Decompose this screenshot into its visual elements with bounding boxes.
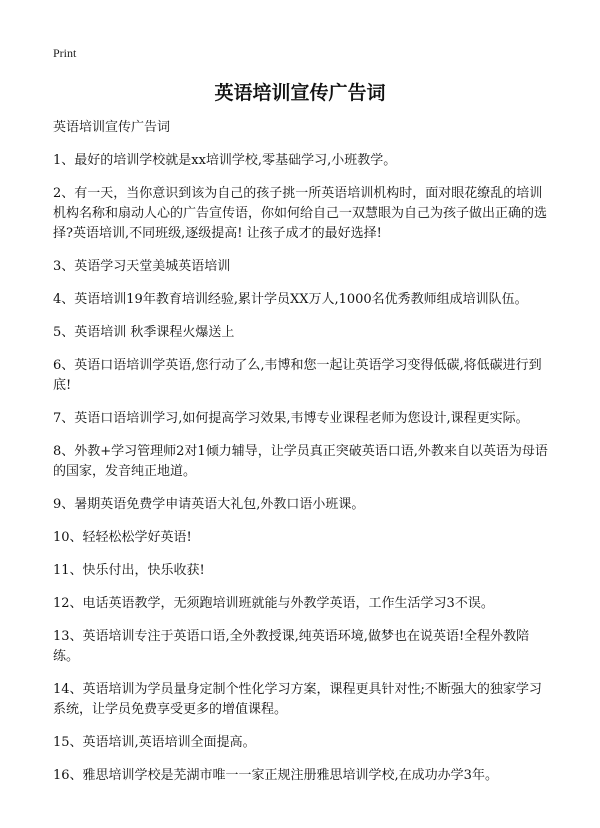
document-body (53, 118, 553, 799)
list-item: 1、最好的培训学校就是xx培训学校,零基础学习,小班教学。 (53, 153, 397, 168)
list-item: 10、轻轻松松学好英语! (53, 530, 192, 545)
list-item: 7、英语口语培训学习,如何提高学习效果,韦博专业课程老师为您设计,课程更实际。 (53, 411, 529, 426)
list-item: 15、英语培训,英语培训全面提高。 (53, 735, 256, 750)
list-item: 8、外教+学习管理师2对1倾力辅导，让学员真正突破英语口语,外教来自以英语为母语的国家，发音纯正地道。 (53, 444, 548, 479)
section-subtitle: 英语培训宣传广告词 (53, 120, 171, 135)
page-title: 英语培训宣传广告词 (214, 82, 386, 104)
list-item: 3、英语学习天堂美城英语培训 (53, 259, 231, 274)
list-item: 16、雅思培训学校是芜湖市唯一一家正规注册雅思培训学校,在成功办学3年。 (53, 768, 498, 783)
list-item: 13、英语培训专注于英语口语,全外教授课,纯英语环境,做梦也在说英语!全程外教陪练。 (53, 629, 530, 664)
list-item: 9、暑期英语免费学申请英语大礼包,外教口语小班课。 (53, 497, 365, 512)
list-item: 2、有一天，当你意识到该为自己的孩子挑一所英语培训机构时，面对眼花缭乱的培训机构名称和扇动人心的广告宣传语，你如何给自己一双慧眼为自己为孩子做出正确的选择?英语培训,不同班级,逐级提高! 让孩子成才的最好选择! (53, 186, 548, 241)
list-item: 11、快乐付出，快乐收获! (53, 563, 205, 578)
list-item: 6、英语口语培训学英语,您行动了么,韦博和您一起让英语学习变得低碳,将低碳进行到底! (53, 358, 542, 393)
list-item: 14、英语培训为学员量身定制个性化学习方案，课程更具针对性;不断强大的独家学习系统，让学员免费享受更多的增值课程。 (53, 682, 542, 717)
slogan-list (53, 151, 553, 786)
list-item: 12、电话英语教学，无须跑培训班就能与外教学英语，工作生活学习3不误。 (53, 596, 494, 611)
list-item: 4、英语培训19年教育培训经验,累计学员XX万人,1000名优秀教师组成培训队伍。 (53, 292, 528, 307)
list-item: 5、英语培训 秋季课程火爆送上 (53, 325, 235, 340)
print-link[interactable]: Print (53, 46, 77, 60)
